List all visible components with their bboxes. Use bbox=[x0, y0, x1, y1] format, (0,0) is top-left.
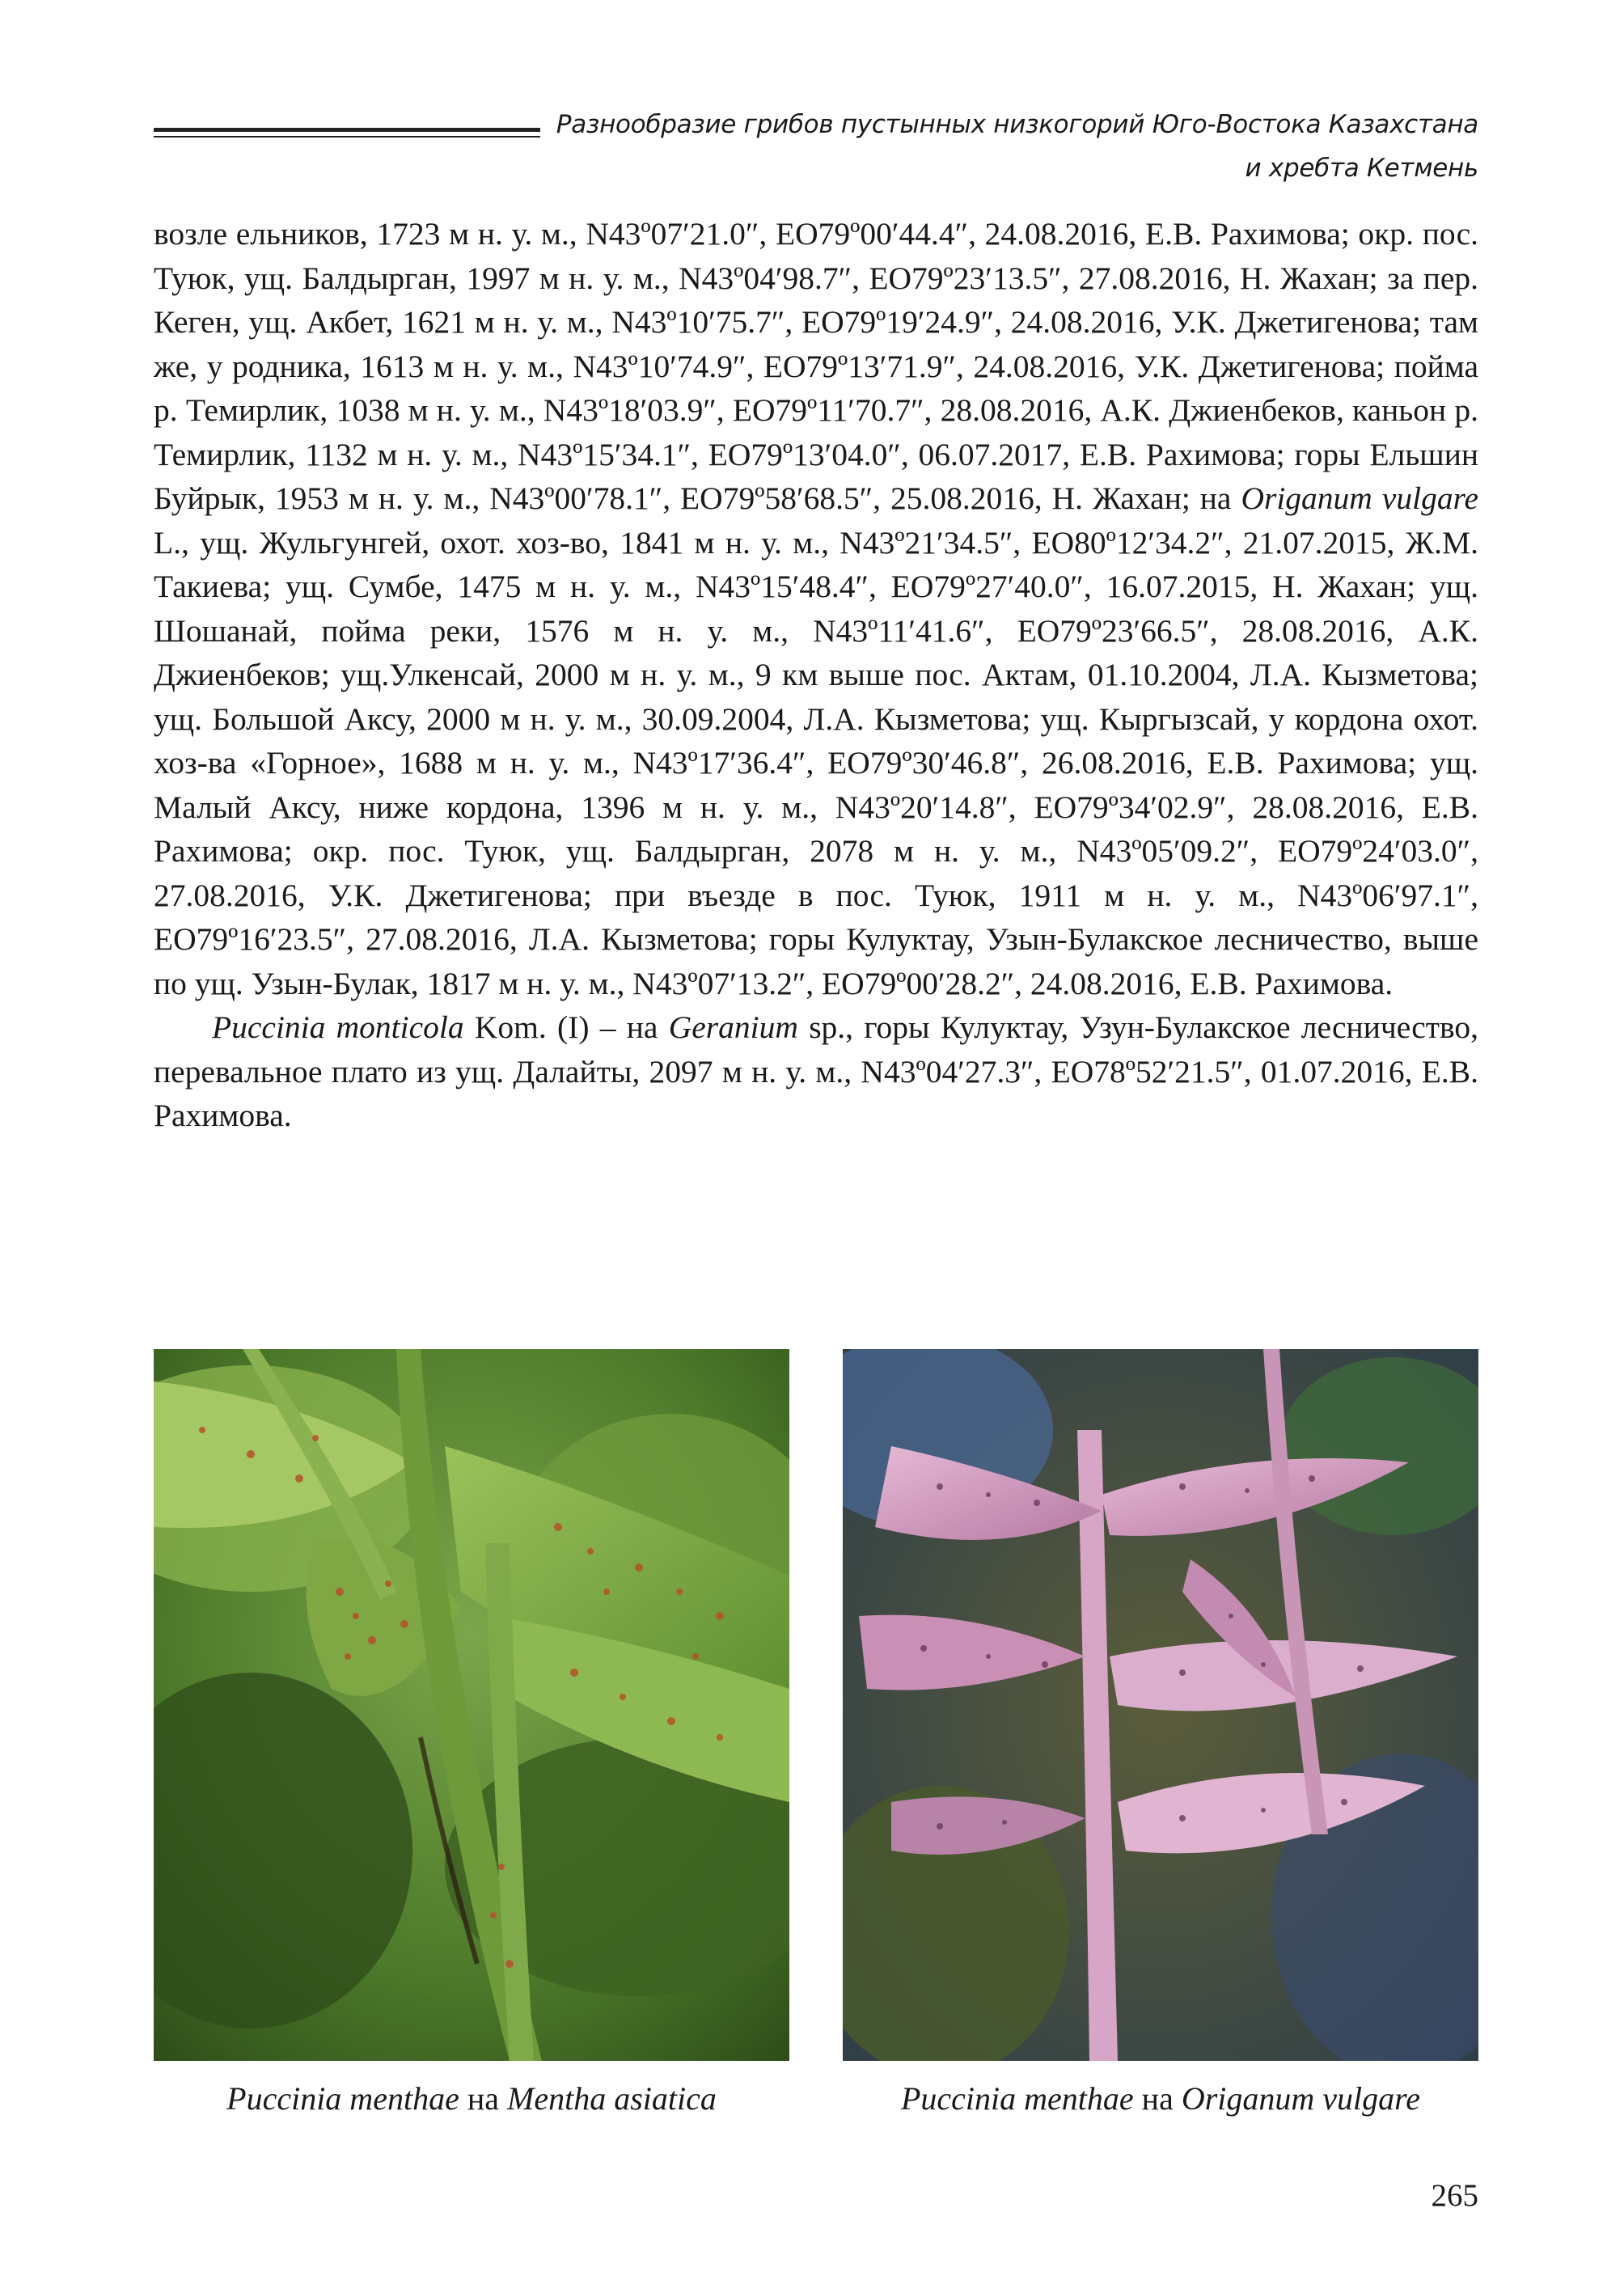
caption-left-on: на bbox=[467, 2080, 499, 2117]
caption-left-species: Puccinia menthae bbox=[226, 2080, 459, 2117]
caption-right-on: на bbox=[1141, 2080, 1174, 2117]
species-author: Kom. (I) – на bbox=[474, 1009, 658, 1045]
photo-origanum-vulgare bbox=[843, 1349, 1478, 2061]
header-rule-thin bbox=[154, 136, 540, 137]
species-puccinia-monticola: Puccinia monticola bbox=[212, 1009, 464, 1045]
host-geranium: Geranium bbox=[668, 1009, 798, 1045]
caption-left bbox=[154, 2079, 789, 2119]
caption-right bbox=[843, 2079, 1478, 2119]
caption-right-species: Puccinia menthae bbox=[900, 2080, 1134, 2117]
page-number: 265 bbox=[1431, 2178, 1478, 2213]
body-text bbox=[154, 212, 1478, 1138]
running-header-line2: и хребта Кетмень bbox=[1245, 154, 1478, 183]
caption-left-host: Mentha asiatica bbox=[507, 2080, 717, 2117]
paragraph-2-rest: sp., горы Кулуктау, Узун-Булакское лесничество, перевальное плато из ущ. Далайты, 2097 м н. у. м., N43º04′27.3″, ЕО78º52′21.5″, 01.07.2016, Е.В. Рахимова. bbox=[154, 1009, 1479, 1133]
photo-mentha-asiatica bbox=[154, 1349, 789, 2061]
paragraph-1-text: возле ельников, 1723 м н. у. м., N43º07′21.0″, ЕО79º00′44.4″, 24.08.2016, Е.В. Рахимова; окр. пос. Туюк, ущ. Балдырган, 1997 м н. у. м., N43º04′98.7″, ЕО79º23′13.5″, 27.08.2016, Н. Жахан; за пер. Кеген, ущ. Акбет, 1621 м н. у. м., N43º10′75.7″, ЕО79º19′24.9″, 24.08.2016, У.К. Джетигенова; там же, у родника, 1613 м н. у. м., N43º10′74.9″, ЕО79º13′71.9″, 24.08.2016, У.К. Джетигенова; пойма р. Темирлик, 1038 м н. у. м., N43º18′03.9″, ЕО79º11′70.7″, 28.08.2016, А.К. Джиенбеков, каньон р. Темирлик, 1132 м н. у. м., N43º15′34.1″, ЕО79º13′04.0″, 06.07.2017, Е.В. Рахимова; горы Ельшин Буйрык, 1953 м н. у. м., N43º00′78.1″, ЕО79º58′68.5″, 25.08.2016, Н. Жахан; на bbox=[154, 216, 1478, 516]
running-header-line1: Разнообразие грибов пустынных низкогорий Юго-Востока Казахстана bbox=[556, 110, 1478, 139]
paragraph-1-rest: L., ущ. Жульгунгей, охот. хоз-во, 1841 м н. у. м., N43º21′34.5″, ЕО80º12′34.2″, 21.07.2015, Ж.М. Такиева; ущ. Сумбе, 1475 м н. у. м., N43º15′48.4″, ЕО79º27′40.0″, 16.07.2015, Н. Жахан; ущ. Шошанай, пойма реки, 1576 м н. у. м., N43º11′41.6″, ЕО79º23′66.5″, 28.08.2016, А.К. Джиенбеков; ущ.Улкенсай, 2000 м н. у. м., 9 км выше пос. Актам, 01.10.2004, Л.А. Кызметова; ущ. Большой Аксу, 2000 м н. у. м., 30.09.2004, Л.А. Кызметова; ущ. Кыргызсай, у кордона охот. хоз-ва «Горное», 1688 м н. у. м., N43º17′36.4″, ЕО79º30′46.8″, 26.08.2016, Е.В. Рахимова; ущ. Малый Аксу, ниже кордона, 1396 м н. у. м., N43º20′14.8″, ЕО79º34′02.9″, 28.08.2016, Е.В. Рахимова; окр. пос. Туюк, ущ. Балдырган, 2078 м н. у. м., N43º05′09.2″, ЕО79º24′03.0″, 27.08.2016, У.К. Джетигенова; при въезде в пос. Туюк, 1911 м н. у. м., N43º06′97.1″, ЕО79º16′23.5″, 27.08.2016, Л.А. Кызметова; горы Кулуктау, Узын-Булакское лесничество, выше по ущ. Узын-Булак, 1817 м н. у. м., N43º07′13.2″, ЕО79º00′28.2″, 24.08.2016, Е.В. Рахимова. bbox=[154, 524, 1478, 1001]
header-rule-thick bbox=[154, 128, 540, 132]
paragraph-2 bbox=[154, 1005, 1478, 1138]
caption-right-host: Origanum vulgare bbox=[1181, 2080, 1420, 2117]
species-origanum: Origanum vulgare bbox=[1241, 480, 1479, 516]
paragraph-1 bbox=[154, 212, 1478, 1005]
